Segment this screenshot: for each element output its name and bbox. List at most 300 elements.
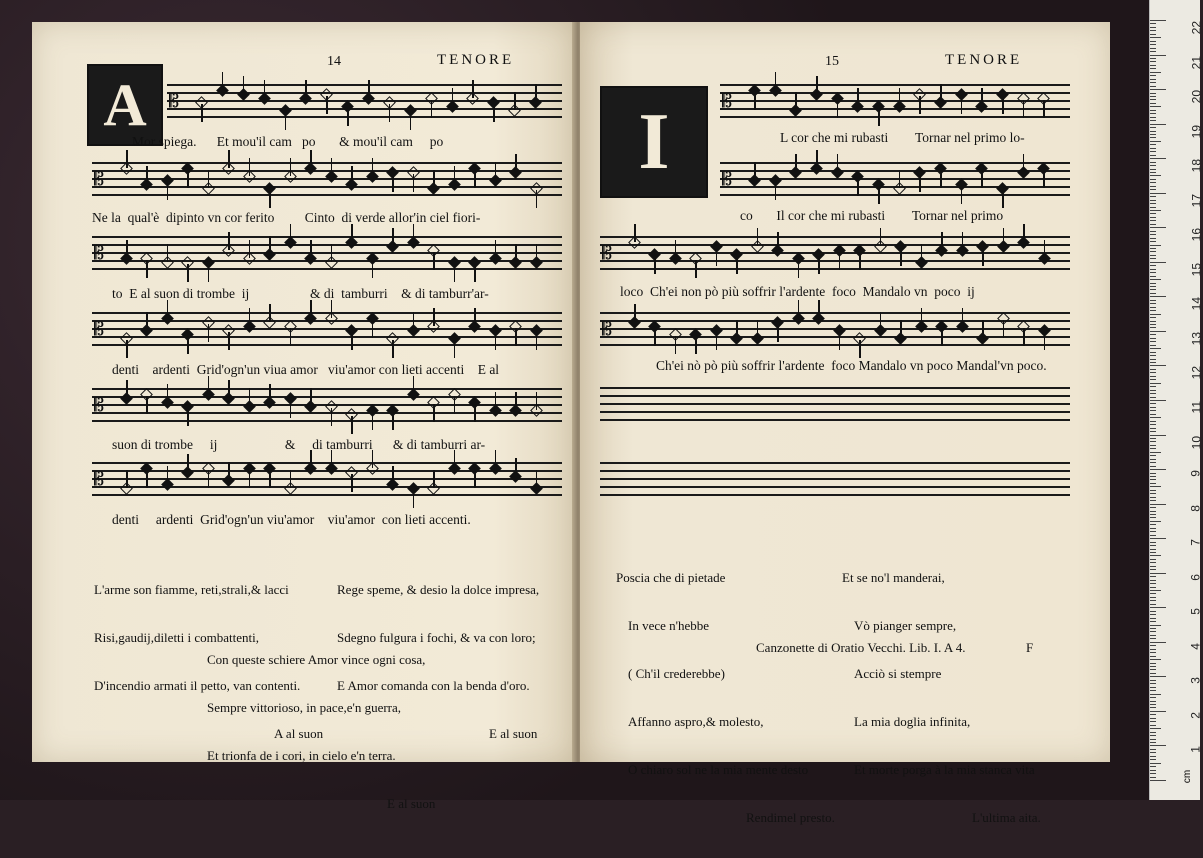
note-stem bbox=[187, 454, 189, 472]
verse-line: O chiaro sol ne la mia mente desto bbox=[628, 762, 809, 777]
note-stem bbox=[372, 320, 374, 338]
ruler-label: 11 bbox=[1189, 401, 1203, 414]
lyric-line: co Il cor che mi rubasti Tornar nel primo bbox=[740, 208, 1004, 223]
ruler-tick bbox=[1150, 583, 1156, 584]
clef-icon: 𝄡 bbox=[94, 469, 105, 489]
note-stem bbox=[285, 112, 287, 130]
note-stem bbox=[413, 376, 415, 394]
ruler-tick bbox=[1150, 628, 1156, 629]
ruler-tick bbox=[1150, 165, 1156, 166]
ruler-tick bbox=[1150, 607, 1166, 608]
staff-line bbox=[92, 396, 562, 398]
note-stem bbox=[857, 88, 859, 106]
ruler-tick bbox=[1150, 172, 1156, 173]
ruler-tick bbox=[1150, 106, 1161, 107]
ruler-tick bbox=[1150, 517, 1156, 518]
note-stem bbox=[392, 174, 394, 192]
note-stem bbox=[228, 380, 230, 398]
ruler-tick bbox=[1150, 144, 1156, 145]
ruler-tick bbox=[1150, 732, 1156, 733]
ruler-tick bbox=[1150, 279, 1161, 280]
staff-line bbox=[720, 162, 1070, 164]
ruler-tick bbox=[1150, 576, 1156, 577]
note-stem bbox=[187, 170, 189, 188]
ruler-tick bbox=[1150, 459, 1156, 460]
note-stem bbox=[880, 312, 882, 330]
ruler-tick bbox=[1150, 137, 1156, 138]
ruler-tick bbox=[1150, 473, 1156, 474]
clef-icon: 𝄡 bbox=[169, 91, 180, 111]
ruler-tick bbox=[1150, 673, 1156, 674]
lyric-line: denti ardenti Grid'ogn'un viua amor viu'amor con lieti accenti E al bbox=[112, 362, 500, 377]
ruler-tick bbox=[1150, 573, 1166, 574]
ruler-tick bbox=[1150, 621, 1156, 622]
ruler-tick bbox=[1150, 535, 1156, 536]
staff-line bbox=[92, 462, 562, 464]
ruler-tick bbox=[1150, 711, 1166, 712]
measurement-ruler bbox=[1149, 0, 1203, 800]
note-stem bbox=[837, 154, 839, 172]
ruler-tick bbox=[1150, 687, 1156, 688]
lyric-line: denti ardenti Grid'ogn'un viu'amor viu'amor con lieti accenti. bbox=[112, 512, 471, 527]
ruler-tick bbox=[1150, 96, 1156, 97]
ruler-tick bbox=[1150, 645, 1156, 646]
ruler-tick bbox=[1150, 27, 1156, 28]
ruler-tick bbox=[1150, 701, 1156, 702]
ruler-tick bbox=[1150, 397, 1156, 398]
note-stem bbox=[351, 224, 353, 242]
ruler-tick bbox=[1150, 255, 1156, 256]
ruler-tick bbox=[1150, 486, 1161, 487]
note-stem bbox=[249, 240, 251, 258]
ruler-tick bbox=[1150, 110, 1156, 111]
ruler-tick bbox=[1150, 593, 1156, 594]
ruler-tick bbox=[1150, 514, 1156, 515]
note-stem bbox=[474, 170, 476, 188]
note-stem bbox=[454, 264, 456, 282]
ruler-tick bbox=[1150, 438, 1156, 439]
note-stem bbox=[472, 80, 474, 98]
note-stem bbox=[167, 182, 169, 200]
note-stem bbox=[474, 264, 476, 282]
ruler-tick bbox=[1150, 365, 1166, 366]
ruler-tick bbox=[1150, 659, 1161, 660]
note-stem bbox=[331, 244, 333, 262]
ruler-tick bbox=[1150, 41, 1156, 42]
verse-line: Affanno aspro,& molesto, bbox=[628, 714, 764, 729]
note-stem bbox=[167, 466, 169, 484]
verse-line: E Amor comanda con la benda d'oro. bbox=[337, 678, 530, 693]
ruler-tick bbox=[1150, 386, 1156, 387]
note-stem bbox=[961, 186, 963, 204]
note-stem bbox=[839, 332, 841, 350]
ruler-tick bbox=[1150, 590, 1161, 591]
note-stem bbox=[919, 174, 921, 192]
clef-icon: 𝄡 bbox=[94, 169, 105, 189]
clef-icon: 𝄡 bbox=[94, 243, 105, 263]
ruler-tick bbox=[1150, 286, 1156, 287]
note-stem bbox=[940, 84, 942, 102]
ruler-tick bbox=[1150, 666, 1156, 667]
verse-line: Sdegno fulgura i fochi, & va con loro; bbox=[337, 630, 536, 645]
ruler-tick bbox=[1150, 707, 1156, 708]
note-stem bbox=[675, 240, 677, 258]
note-stem bbox=[269, 304, 271, 322]
ruler-tick bbox=[1150, 721, 1156, 722]
ruler-tick bbox=[1150, 283, 1156, 284]
note-stem bbox=[777, 232, 779, 250]
music-staff bbox=[600, 387, 1070, 427]
ruler-tick bbox=[1150, 493, 1156, 494]
note-stem bbox=[515, 328, 517, 346]
ruler-tick bbox=[1150, 766, 1156, 767]
staff-line bbox=[92, 170, 562, 172]
ruler-tick bbox=[1150, 134, 1156, 135]
note-stem bbox=[495, 162, 497, 180]
ruler-tick bbox=[1150, 683, 1156, 684]
ruler-label: 14 bbox=[1189, 297, 1203, 311]
ruler-tick bbox=[1150, 238, 1156, 239]
note-stem bbox=[536, 392, 538, 410]
ruler-tick bbox=[1150, 490, 1156, 491]
ruler-tick bbox=[1150, 631, 1156, 632]
ruler-tick bbox=[1150, 780, 1166, 781]
clef-icon: 𝄡 bbox=[602, 243, 613, 263]
note-stem bbox=[167, 244, 169, 262]
ruler-tick bbox=[1150, 410, 1156, 411]
verse-line: Poscia che di pietade bbox=[616, 570, 726, 585]
ruler-tick bbox=[1150, 652, 1156, 653]
ruler-tick bbox=[1150, 369, 1156, 370]
note-stem bbox=[1023, 224, 1025, 242]
ruler-tick bbox=[1150, 75, 1156, 76]
ruler-tick bbox=[1150, 296, 1166, 297]
note-stem bbox=[900, 248, 902, 266]
note-stem bbox=[1003, 228, 1005, 246]
note-stem bbox=[775, 182, 777, 200]
staff-line bbox=[600, 236, 1070, 238]
note-stem bbox=[981, 88, 983, 106]
note-stem bbox=[452, 88, 454, 106]
ruler-tick bbox=[1150, 528, 1156, 529]
note-stem bbox=[1023, 154, 1025, 172]
ruler-label: 20 bbox=[1189, 90, 1203, 104]
note-stem bbox=[126, 470, 128, 488]
ruler-tick bbox=[1150, 690, 1156, 691]
ruler-tick bbox=[1150, 476, 1156, 477]
ruler-tick bbox=[1150, 341, 1156, 342]
note-stem bbox=[634, 224, 636, 242]
music-staff bbox=[92, 312, 562, 352]
ruler-label: 8 bbox=[1189, 504, 1203, 512]
ruler-tick bbox=[1150, 68, 1156, 69]
ruler-tick bbox=[1150, 37, 1161, 38]
ruler-tick bbox=[1150, 555, 1161, 556]
ruler-tick bbox=[1150, 117, 1156, 118]
ruler-tick bbox=[1150, 742, 1156, 743]
note-stem bbox=[392, 412, 394, 430]
note-stem bbox=[1023, 328, 1025, 346]
note-stem bbox=[695, 336, 697, 354]
note-stem bbox=[228, 332, 230, 350]
staff-line bbox=[600, 462, 1070, 464]
ruler-tick bbox=[1150, 483, 1156, 484]
ruler-tick bbox=[1150, 393, 1156, 394]
note-stem bbox=[305, 80, 307, 98]
verse-stanza-1 bbox=[616, 538, 835, 858]
note-stem bbox=[290, 470, 292, 488]
ruler-tick bbox=[1150, 383, 1161, 384]
note-stem bbox=[857, 178, 859, 196]
note-stem bbox=[981, 170, 983, 188]
staff-line bbox=[720, 100, 1070, 102]
ruler-label: 16 bbox=[1189, 228, 1203, 242]
music-staff bbox=[600, 312, 1070, 352]
note-stem bbox=[389, 104, 391, 122]
note-stem bbox=[837, 100, 839, 118]
staff-line bbox=[600, 494, 1070, 496]
ruler-tick bbox=[1150, 521, 1161, 522]
ruler-tick bbox=[1150, 317, 1156, 318]
ruler-tick bbox=[1150, 714, 1156, 715]
ruler-tick bbox=[1150, 642, 1166, 643]
ruler-tick bbox=[1150, 148, 1156, 149]
note-stem bbox=[208, 470, 210, 488]
note-stem bbox=[310, 150, 312, 168]
ruler-tick bbox=[1150, 441, 1156, 442]
note-stem bbox=[126, 380, 128, 398]
staff-line bbox=[167, 108, 562, 110]
staff-line bbox=[92, 186, 562, 188]
clef-icon: 𝄡 bbox=[722, 169, 733, 189]
ruler-tick bbox=[1150, 321, 1156, 322]
note-stem bbox=[208, 170, 210, 188]
ruler-tick bbox=[1150, 745, 1166, 746]
lyric-line: Mor spiega. Et mou'il cam po & mou'il cam po bbox=[132, 134, 444, 149]
note-stem bbox=[290, 224, 292, 242]
staff-line bbox=[92, 252, 562, 254]
note-stem bbox=[941, 328, 943, 346]
note-stem bbox=[536, 244, 538, 262]
note-stem bbox=[392, 466, 394, 484]
note-stem bbox=[1044, 332, 1046, 350]
music-staff bbox=[92, 388, 562, 428]
ruler-tick bbox=[1150, 435, 1166, 436]
note-stem bbox=[351, 332, 353, 350]
page-number: 15 bbox=[825, 54, 839, 69]
note-stem bbox=[878, 108, 880, 126]
ruler-label: 1 bbox=[1189, 746, 1203, 754]
ruler-tick bbox=[1150, 552, 1156, 553]
note-stem bbox=[290, 158, 292, 176]
verse-line: Con queste schiere Amor vince ogni cosa, bbox=[207, 652, 426, 667]
ruler-tick bbox=[1150, 338, 1156, 339]
verse-line: In vece n'hebbe bbox=[628, 618, 710, 633]
clef-icon: 𝄡 bbox=[722, 91, 733, 111]
ruler-tick bbox=[1150, 669, 1156, 670]
verse-line: La mia doglia infinita, bbox=[854, 714, 971, 729]
music-staff bbox=[92, 236, 562, 276]
note-stem bbox=[716, 248, 718, 266]
note-stem bbox=[474, 470, 476, 488]
ruler-tick bbox=[1150, 756, 1156, 757]
note-stem bbox=[187, 264, 189, 282]
ruler-tick bbox=[1150, 417, 1161, 418]
staff-line bbox=[92, 478, 562, 480]
ruler-tick bbox=[1150, 348, 1161, 349]
note-stem bbox=[536, 470, 538, 488]
lyric-line: loco Ch'ei non pò più soffrir l'ardente foco Mandalo vn poco ij bbox=[620, 284, 975, 299]
staff-line bbox=[600, 478, 1070, 480]
ruler-tick bbox=[1150, 638, 1156, 639]
staff-line bbox=[92, 388, 562, 390]
note-stem bbox=[208, 324, 210, 342]
verse-stanza-2 bbox=[842, 538, 1041, 858]
lyric-line: suon di trombe ij & di tamburri & di tamburri ar- bbox=[112, 437, 486, 452]
ruler-tick bbox=[1150, 352, 1156, 353]
ruler-label: 12 bbox=[1189, 366, 1203, 380]
note-stem bbox=[919, 96, 921, 114]
ruler-tick bbox=[1150, 124, 1166, 125]
note-stem bbox=[900, 320, 902, 338]
note-stem bbox=[921, 244, 923, 262]
note-stem bbox=[454, 166, 456, 184]
note-stem bbox=[859, 340, 861, 358]
note-stem bbox=[495, 240, 497, 258]
staff-line bbox=[600, 419, 1070, 421]
note-stem bbox=[515, 244, 517, 262]
ruler-tick bbox=[1150, 151, 1156, 152]
verse-stanza-3 bbox=[207, 620, 435, 844]
ruler-tick bbox=[1150, 82, 1156, 83]
lyric-line: to E al suon di trombe ij & di tamburri & di tamburr'ar- bbox=[112, 286, 489, 301]
verse-refrain: E al suon bbox=[387, 796, 436, 811]
ruler-tick bbox=[1150, 414, 1156, 415]
ruler-tick bbox=[1150, 500, 1156, 501]
ruler-tick bbox=[1150, 293, 1156, 294]
ruler-tick bbox=[1150, 524, 1156, 525]
note-stem bbox=[413, 174, 415, 192]
decorated-initial: A bbox=[87, 64, 163, 146]
note-stem bbox=[413, 312, 415, 330]
note-stem bbox=[433, 170, 435, 188]
note-stem bbox=[249, 308, 251, 326]
note-stem bbox=[187, 408, 189, 426]
ruler-tick bbox=[1150, 61, 1156, 62]
note-stem bbox=[899, 88, 901, 106]
note-stem bbox=[536, 190, 538, 208]
ruler-tick bbox=[1150, 203, 1156, 204]
note-stem bbox=[249, 470, 251, 488]
ruler-tick bbox=[1150, 186, 1156, 187]
note-stem bbox=[167, 300, 169, 318]
verse-line: Risi,gaudij,diletti i combattenti, bbox=[94, 630, 260, 645]
ruler-tick bbox=[1150, 424, 1156, 425]
ruler-tick bbox=[1150, 220, 1156, 221]
verse-line: Et se no'l manderai, bbox=[842, 570, 945, 585]
verse-refrain: A al suon bbox=[274, 726, 324, 741]
left-page bbox=[32, 22, 575, 811]
ruler-tick bbox=[1150, 379, 1156, 380]
ruler-tick bbox=[1150, 562, 1156, 563]
ruler-tick bbox=[1150, 234, 1156, 235]
music-staff bbox=[720, 84, 1070, 124]
note-stem bbox=[372, 158, 374, 176]
ruler-tick bbox=[1150, 362, 1156, 363]
ruler-tick bbox=[1150, 718, 1156, 719]
note-stem bbox=[269, 470, 271, 488]
ruler-tick bbox=[1150, 269, 1156, 270]
note-stem bbox=[921, 308, 923, 326]
ruler-tick bbox=[1150, 507, 1156, 508]
verse-line: Sempre vittorioso, in pace,e'n guerra, bbox=[207, 700, 402, 715]
colophon: Canzonette di Oratio Vecchi. Lib. I. A 4. bbox=[756, 640, 966, 655]
staff-line bbox=[92, 420, 562, 422]
ruler-label: 15 bbox=[1189, 262, 1203, 277]
ruler-tick bbox=[1150, 103, 1156, 104]
staff-line bbox=[600, 395, 1070, 397]
ruler-label: 6 bbox=[1189, 573, 1203, 581]
note-stem bbox=[126, 150, 128, 168]
ruler-tick bbox=[1150, 770, 1156, 771]
note-stem bbox=[695, 260, 697, 278]
staff-line bbox=[600, 387, 1070, 389]
ruler-tick bbox=[1150, 625, 1161, 626]
ruler-tick bbox=[1150, 428, 1156, 429]
staff-line bbox=[600, 344, 1070, 346]
note-stem bbox=[243, 76, 245, 94]
note-stem bbox=[310, 240, 312, 258]
note-stem bbox=[736, 320, 738, 338]
note-stem bbox=[433, 470, 435, 488]
ruler-tick bbox=[1150, 759, 1156, 760]
verse-line: ( Ch'il crederebbe) bbox=[628, 666, 725, 681]
note-stem bbox=[146, 260, 148, 278]
note-stem bbox=[1023, 100, 1025, 118]
note-stem bbox=[351, 166, 353, 184]
note-stem bbox=[326, 96, 328, 114]
note-stem bbox=[982, 248, 984, 266]
verse-line: Acciò si stempre bbox=[854, 666, 942, 681]
ruler-label: 21 bbox=[1189, 55, 1203, 69]
music-staff bbox=[720, 162, 1070, 202]
ruler-tick bbox=[1150, 531, 1156, 532]
ruler-tick bbox=[1150, 44, 1156, 45]
staff-line bbox=[92, 336, 562, 338]
note-stem bbox=[474, 308, 476, 326]
ruler-tick bbox=[1150, 587, 1156, 588]
note-stem bbox=[536, 332, 538, 350]
ruler-tick bbox=[1150, 248, 1156, 249]
note-stem bbox=[1002, 96, 1004, 114]
staff-line bbox=[92, 162, 562, 164]
music-staff bbox=[167, 84, 562, 124]
note-stem bbox=[146, 166, 148, 184]
note-stem bbox=[201, 104, 203, 122]
ruler-label: 17 bbox=[1189, 193, 1203, 208]
ruler-label: 4 bbox=[1189, 642, 1203, 650]
staff-line bbox=[92, 244, 562, 246]
ruler-label: 13 bbox=[1189, 331, 1203, 346]
note-stem bbox=[413, 490, 415, 508]
note-stem bbox=[392, 340, 394, 358]
ruler-tick bbox=[1150, 113, 1156, 114]
ruler-tick bbox=[1150, 303, 1156, 304]
music-staff bbox=[92, 162, 562, 202]
note-stem bbox=[515, 392, 517, 410]
note-stem bbox=[433, 308, 435, 326]
clef-icon: 𝄡 bbox=[602, 319, 613, 339]
